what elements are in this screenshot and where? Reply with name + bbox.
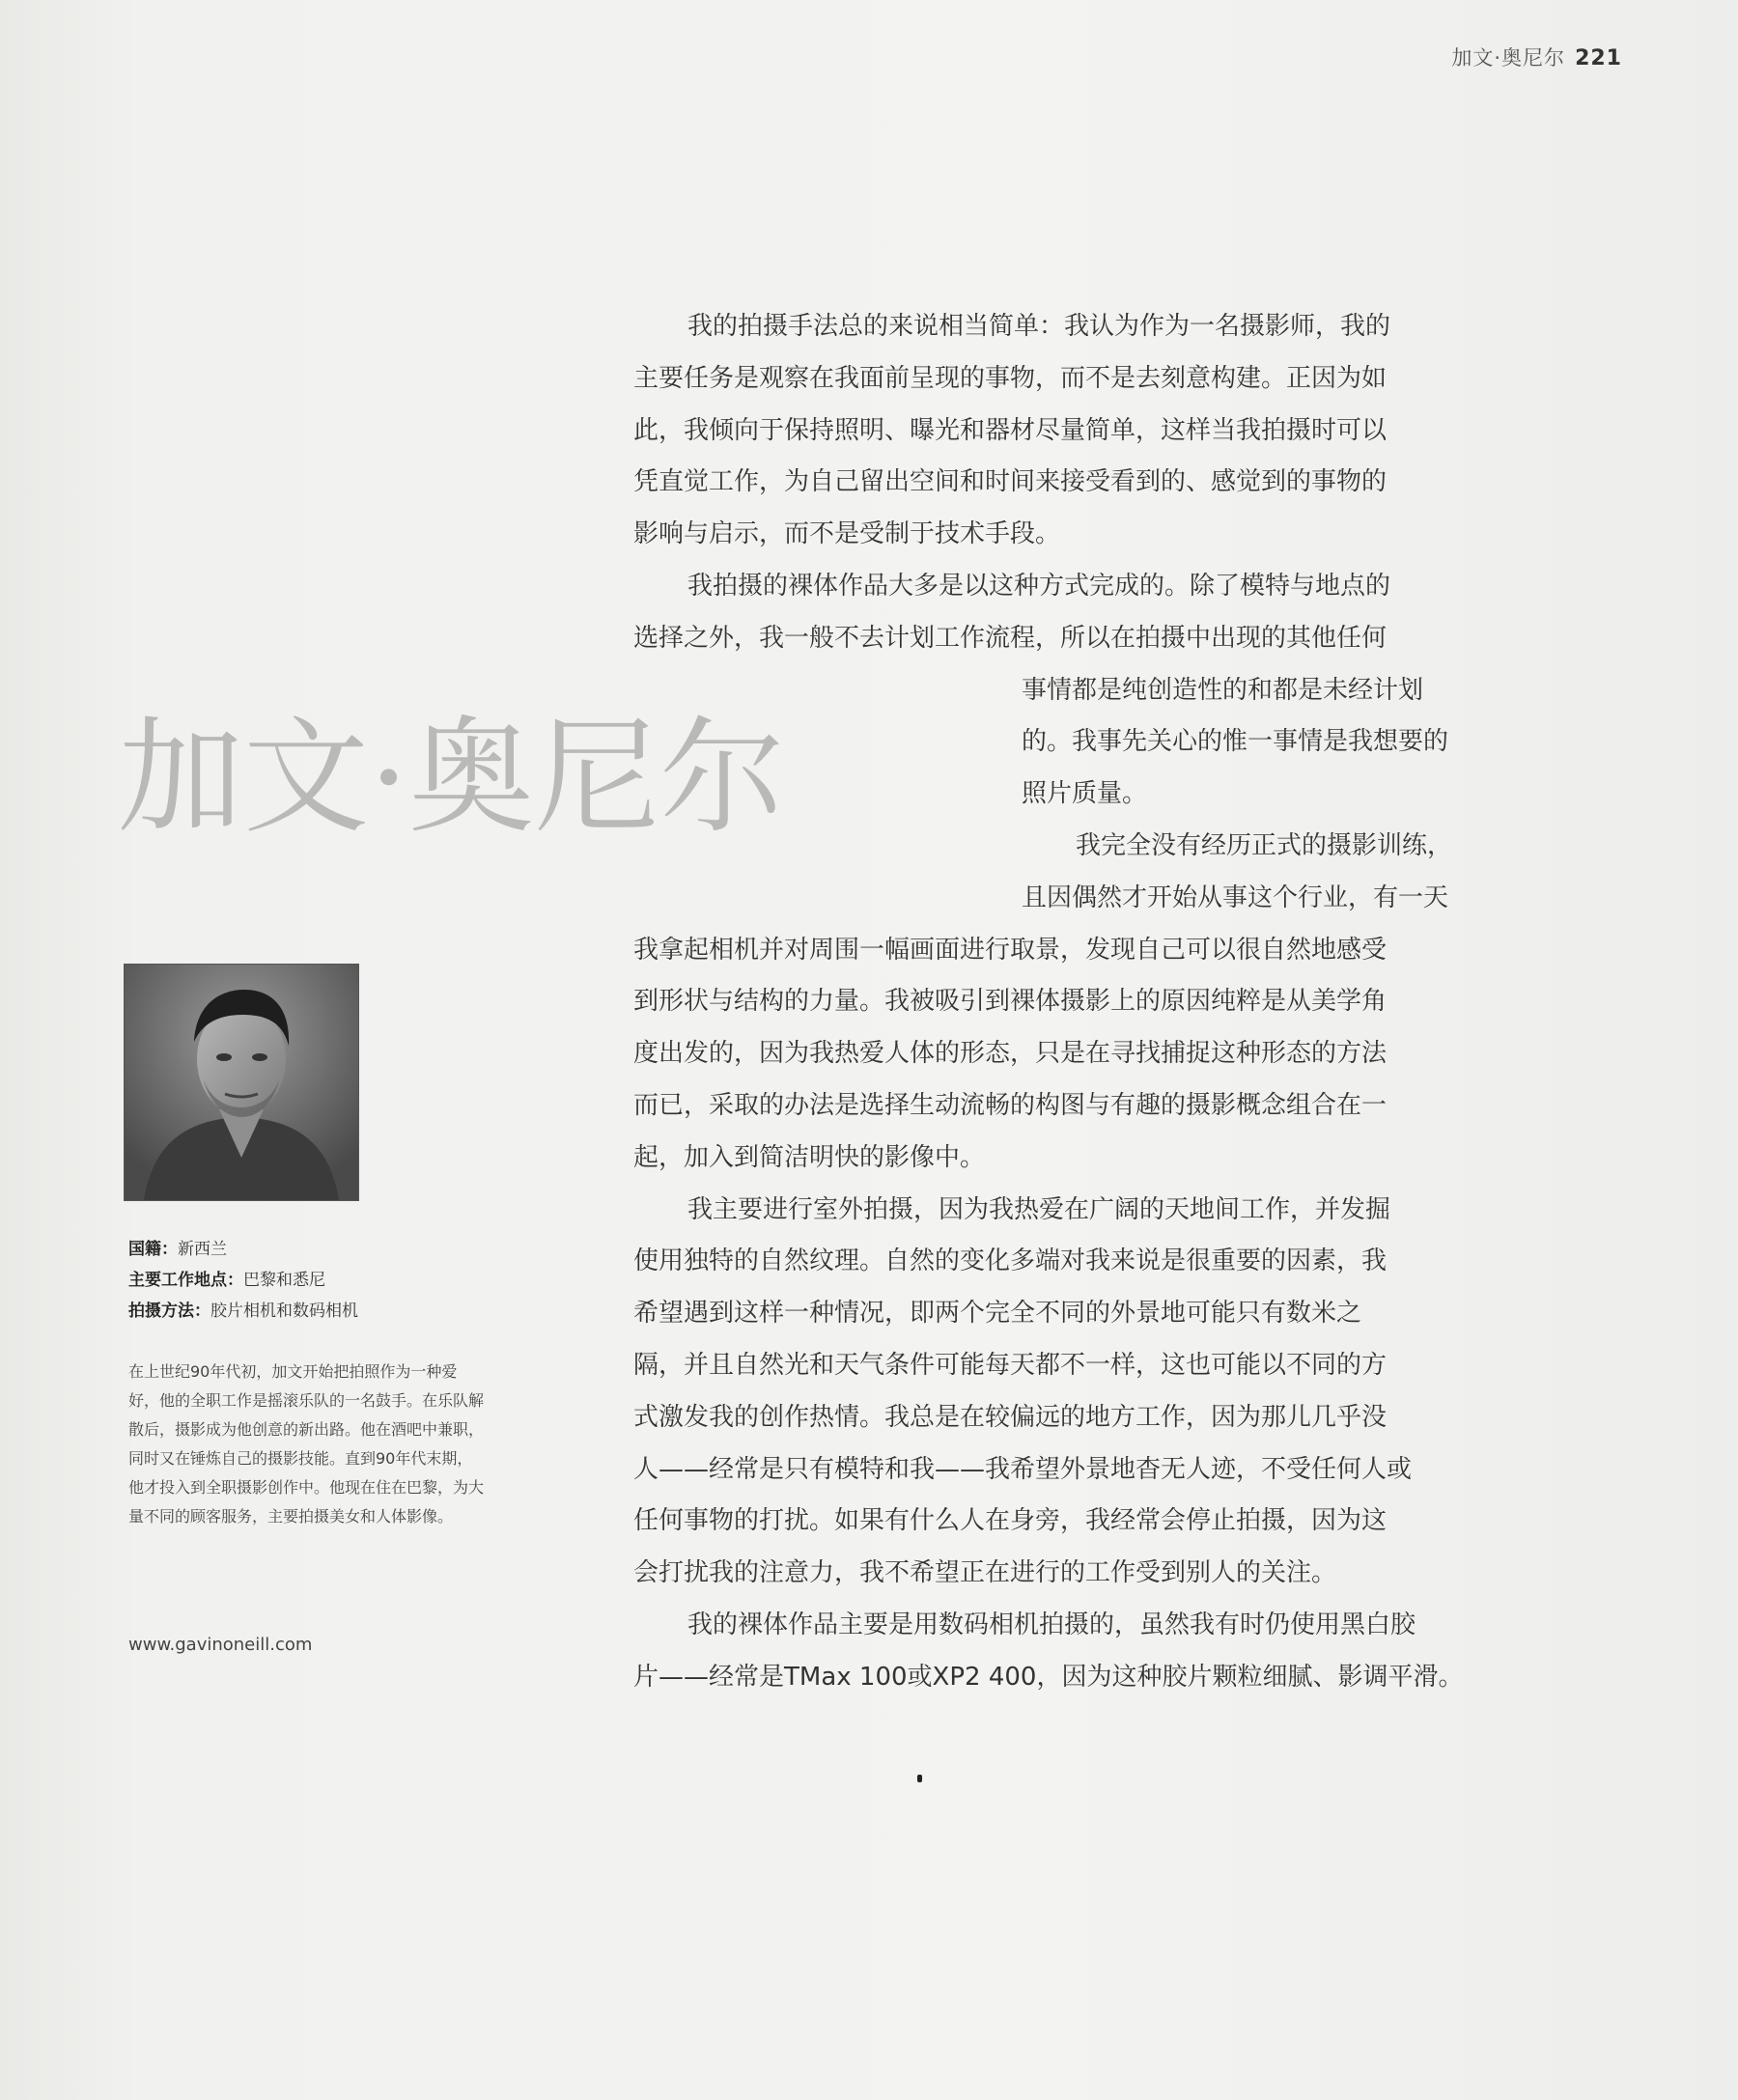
website-link[interactable]: www.gavinoneill.com	[128, 1635, 313, 1655]
text-line: 希望遇到这样一种情况，即两个完全不同的外景地可能只有数米之	[633, 1299, 1362, 1329]
running-head	[1451, 42, 1622, 71]
text-line: 我拿起相机并对周围一幅画面进行取景，发现自己可以很自然地感受	[633, 935, 1388, 965]
text-line: 我主要进行室外拍摄，因为我热爱在广阔的天地间工作，并发掘	[687, 1194, 1391, 1224]
text-line: 我的裸体作品主要是用数码相机拍摄的，虽然我有时仍使用黑白胶	[687, 1610, 1416, 1639]
fact-method: 拍摄方法：胶片相机和数码相机	[128, 1302, 358, 1321]
text-line: 使用独特的自然纹理。自然的变化多端对我来说是很重要的因素，我	[633, 1246, 1388, 1276]
portrait-photo	[124, 964, 359, 1201]
running-head-title: 加文·奥尼尔	[1451, 46, 1566, 70]
fact-nationality: 国籍：新西兰	[128, 1240, 227, 1259]
text-line: 度出发的，因为我热爱人体的形态，只是在寻找捕捉这种形态的方法	[633, 1039, 1388, 1069]
paragraph-4	[633, 1185, 1522, 1600]
print-speck	[917, 1775, 922, 1782]
text-line: 我完全没有经历正式的摄影训练，	[1076, 830, 1453, 860]
portrait-image	[125, 965, 358, 1200]
text-line: 选择之外，我一般不去计划工作流程，所以在拍摄中出现的其他任何	[633, 623, 1388, 653]
text-line: 的。我事先关心的惟一事情是我想要的	[1022, 727, 1449, 757]
paragraph-5	[633, 1600, 1522, 1704]
paragraph-3	[633, 821, 1522, 1185]
text-line: 到形状与结构的力量。我被吸引到裸体摄影上的原因纯粹是从美学角	[633, 987, 1388, 1017]
text-line: 人——经常是只有模特和我——我希望外景地杳无人迹，不受任何人或	[633, 1454, 1413, 1484]
text-line: 照片质量。	[1022, 779, 1148, 809]
photographer-name-title: 加文·奥尼尔	[118, 704, 786, 851]
paragraph-2	[633, 561, 1522, 821]
text-line: 事情都是纯创造性的和都是未经计划	[1022, 675, 1424, 705]
text-line: 起，加入到简洁明快的影像中。	[633, 1142, 986, 1172]
text-line: 凭直觉工作，为自己留出空间和时间来接受看到的、感觉到的事物的	[633, 467, 1388, 497]
fact-location: 主要工作地点：巴黎和悉尼	[128, 1271, 325, 1290]
main-text	[633, 301, 1522, 1704]
text-line: 隔，并且自然光和天气条件可能每天都不一样，这也可能以不同的方	[633, 1350, 1388, 1380]
text-line: 且因偶然才开始从事这个行业，有一天	[1022, 882, 1449, 912]
text-line: 此，我倾向于保持照明、曝光和器材尽量简单，这样当我拍摄时可以	[633, 415, 1388, 445]
text-line: 任何事物的打扰。如果有什么人在身旁，我经常会停止拍摄，因为这	[633, 1506, 1388, 1536]
text-line: 片——经常是TMax 100或XP2 400，因为这种胶片颗粒细腻、影调平滑。	[633, 1662, 1464, 1692]
bio-paragraph: 在上世纪90年代初，加文开始把拍照作为一种爱好，他的全职工作是摇滚乐队的一名鼓手。在乐队解散后，摄影成为他创意的新出路。他在酒吧中兼职，同时又在锤炼自己的摄影技能。直到90年代末期，他才投入到全职摄影创作中。他现在住在巴黎，为大量不同的顾客服务，主要拍摄美女和人体影像。	[128, 1362, 485, 1526]
text-line: 影响与启示，而不是受制于技术手段。	[633, 519, 1061, 549]
text-line: 而已，采取的办法是选择生动流畅的构图与有趣的摄影概念组合在一	[633, 1090, 1388, 1120]
text-line: 我的拍摄手法总的来说相当简单：我认为作为一名摄影师，我的	[687, 312, 1391, 341]
text-line: 主要任务是观察在我面前呈现的事物，而不是去刻意构建。正因为如	[633, 363, 1388, 393]
facts-list	[128, 1234, 358, 1327]
page-number: 221	[1575, 46, 1622, 70]
paragraph-1	[633, 301, 1522, 561]
text-line: 我拍摄的裸体作品大多是以这种方式完成的。除了模特与地点的	[687, 571, 1391, 601]
text-line: 式激发我的创作热情。我总是在较偏远的地方工作，因为那儿几乎没	[633, 1402, 1388, 1432]
text-line: 会打扰我的注意力，我不希望正在进行的工作受到别人的关注。	[633, 1558, 1337, 1588]
